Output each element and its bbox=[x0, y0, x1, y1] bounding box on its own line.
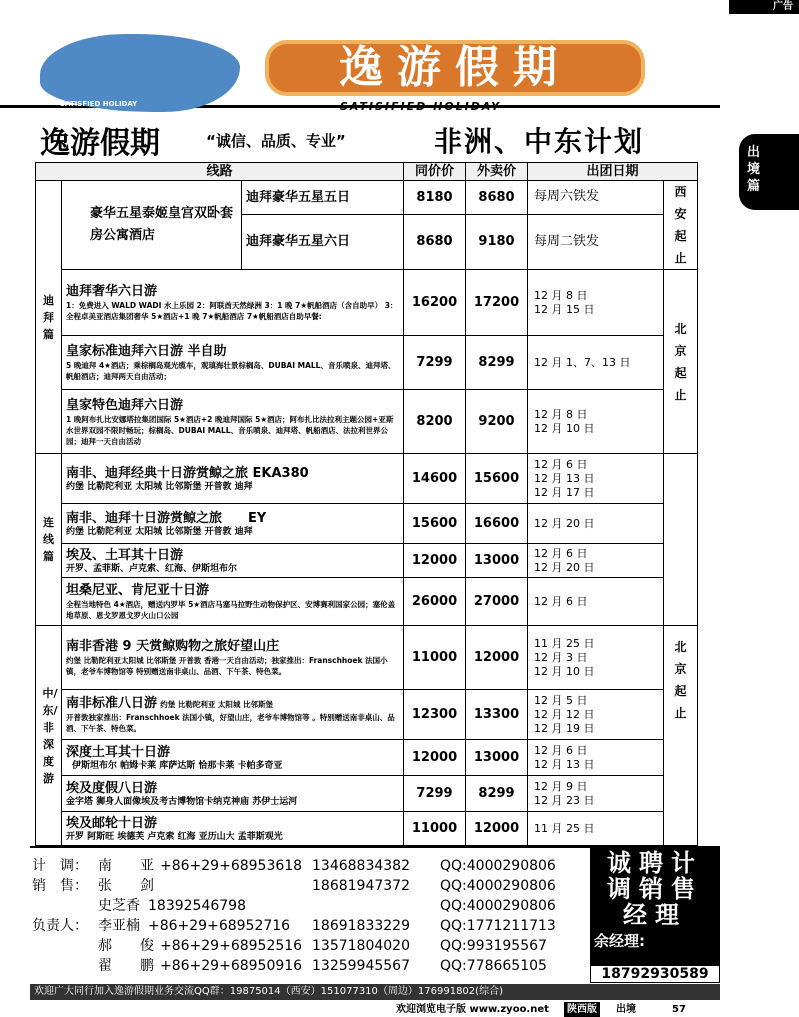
recruit-title: 诚聘计调销售经理 bbox=[607, 849, 703, 929]
route-cell bbox=[62, 504, 404, 544]
route-name: 南非、迪拜十日游赏鲸之旅 EY bbox=[66, 510, 267, 526]
beijing-origin-2 bbox=[664, 626, 698, 846]
contact-qq: QQ:1771211713 bbox=[440, 918, 556, 934]
departure-date: 12 月 6 日 bbox=[528, 578, 664, 626]
route-detail: 1：免费进入 WALD WADI 水上乐园 2：阿联酋天然绿洲 3：1 晚 7★帆船酒店（含自助早） 3：全程卓美亚酒店集团奢华 5★酒店+1 晚 7★帆船酒店 7★帆船酒店自助早餐: bbox=[66, 301, 398, 321]
contact-name: 史芝香 bbox=[98, 898, 140, 914]
route-detail: 1 晚阿布扎比安娜塔拉集团国际 5★酒店+2 晚迪拜国际 5★酒店；阿布扎比法拉利主题公园+亚斯水世界双园不限时畅玩；棕榈岛、DUBAI MALL、音乐喷泉、迪拜塔、帆船酒店、法拉利世界公园；迪拜一天自由活动 bbox=[66, 414, 394, 446]
trade-price: 7299 bbox=[404, 336, 466, 390]
title-bar bbox=[30, 116, 720, 160]
table-row bbox=[36, 270, 698, 336]
website-promo: 欢迎浏览电子版 www.zyoo.net bbox=[396, 1004, 549, 1015]
trade-price: 12300 bbox=[404, 690, 466, 740]
contact-role: 负责人： bbox=[32, 918, 88, 934]
xian-origin bbox=[664, 181, 698, 270]
company-logo bbox=[40, 34, 240, 112]
retail-price: 9200 bbox=[466, 390, 528, 454]
category-dubai bbox=[36, 181, 62, 454]
departure-date: 12 月 6 日 12 月 20 日 bbox=[528, 544, 664, 578]
header-banner bbox=[0, 14, 720, 113]
table-row bbox=[36, 812, 698, 846]
trade-price: 8200 bbox=[404, 390, 466, 454]
departure-date: 每周六铁发 bbox=[528, 181, 664, 215]
contact-mobile: 13571804020 bbox=[312, 938, 410, 954]
trade-price: 12000 bbox=[404, 544, 466, 578]
route-name: 皇家特色迪拜六日游 bbox=[66, 397, 184, 413]
table-row bbox=[36, 544, 698, 578]
trade-price: 16200 bbox=[404, 270, 466, 336]
retail-price: 13000 bbox=[466, 544, 528, 578]
trade-price: 8680 bbox=[404, 214, 466, 269]
route-detail: 约堡 比勒陀利亚 太阳城 比邻斯堡 开普敦 迪拜 bbox=[66, 481, 253, 492]
route-name: 迪拜豪华五星五日 bbox=[242, 181, 404, 215]
origin-label: 西安起止 bbox=[674, 185, 687, 265]
recruit-phone: 18792930589 bbox=[590, 965, 720, 983]
departure-date: 12 月 6 日 12 月 13 日 bbox=[528, 740, 664, 776]
route-name: 坦桑尼亚、肯尼亚十日游 bbox=[66, 583, 210, 598]
contact-role: 销 售： bbox=[32, 878, 88, 894]
section-label: 出境 bbox=[616, 1004, 636, 1015]
contact-qq: QQ:4000290806 bbox=[440, 878, 556, 894]
route-name: 南非、迪拜经典十日游赏鲸之旅 EKA380 bbox=[66, 465, 309, 481]
table-row bbox=[36, 690, 698, 740]
trade-price: 8180 bbox=[404, 181, 466, 215]
hotel-cell: 豪华五星泰姬皇宫双卧套房公寓酒店 bbox=[62, 181, 242, 270]
category-link bbox=[36, 454, 62, 626]
contact-phone: +86+29+68952716 bbox=[148, 918, 291, 934]
contact-name: 张 剑 bbox=[98, 878, 154, 894]
recruit-manager: 余经理: bbox=[594, 932, 645, 950]
contact-qq: QQ:778665105 bbox=[440, 958, 547, 974]
table-row bbox=[36, 181, 698, 215]
trade-price: 11000 bbox=[404, 626, 466, 690]
table-row bbox=[36, 626, 698, 690]
departure-date: 12 月 1、7、13 日 bbox=[528, 336, 664, 390]
route-detail: 约堡 比勒陀利亚 太阳城 比邻斯堡 开普敦 迪拜 bbox=[66, 526, 253, 537]
contact-name: 翟 鹏 bbox=[98, 958, 154, 974]
departure-date: 12 月 9 日 12 月 23 日 bbox=[528, 776, 664, 812]
contact-phone: +86+29+68950916 bbox=[160, 958, 303, 974]
origin-blank bbox=[664, 454, 698, 626]
contact-role: 计 调： bbox=[32, 858, 88, 874]
route-cell bbox=[62, 740, 404, 776]
route-name: 皇家标准迪拜六日游 半自助 bbox=[66, 344, 227, 359]
retail-price: 9180 bbox=[466, 214, 528, 269]
departure-date: 11 月 25 日 12 月 3 日 12 月 10 日 bbox=[528, 626, 664, 690]
qq-group-bar: 欢迎广大同行加入逸游假期业务交流QQ群：19875014（西安）151077310（周边）176991802(综合) bbox=[30, 984, 720, 1000]
route-detail: 开罗、孟菲斯、卢克索、红海、伊斯坦布尔 bbox=[66, 563, 238, 574]
contact-mobile: 13259945567 bbox=[312, 958, 410, 974]
beijing-origin-1 bbox=[664, 270, 698, 454]
retail-price: 27000 bbox=[466, 578, 528, 626]
table-header bbox=[36, 163, 698, 181]
route-detail: 伊斯坦布尔 帕姆卡莱 库萨达斯 恰那卡莱 卡帕多奇亚 bbox=[72, 760, 283, 771]
trade-price: 11000 bbox=[404, 812, 466, 846]
contact-mobile: 18681947372 bbox=[312, 878, 410, 894]
table-row bbox=[36, 454, 698, 504]
header-departure: 出团日期 bbox=[528, 163, 698, 181]
route-cell bbox=[62, 336, 404, 390]
table-row bbox=[36, 776, 698, 812]
table-row bbox=[36, 504, 698, 544]
route-detail: 开罗 阿斯旺 埃德芙 卢克索 红海 亚历山大 孟菲斯观光 bbox=[66, 831, 283, 842]
category-label: 连线篇 bbox=[43, 516, 54, 563]
route-cell bbox=[62, 390, 404, 454]
retail-price: 12000 bbox=[466, 812, 528, 846]
header-trade-price: 同价价 bbox=[404, 163, 466, 181]
route-detail: 约堡 比勒陀利亚太阳城 比邻斯堡 开普敦 香港一天自由活动；独家推出：Franschhoek 法国小镇，老爷车博物馆等 特别赠送南非桌山、品酒、下午茶、特色菜。 bbox=[66, 656, 388, 676]
header-retail-price: 外卖价 bbox=[466, 163, 528, 181]
company-name: 逸游假期 bbox=[40, 126, 160, 161]
route-name: 南非香港 9 天赏鲸购物之旅好望山庄 bbox=[66, 639, 280, 654]
contact-phone: +86+29+68952516 bbox=[160, 938, 303, 954]
trade-price: 26000 bbox=[404, 578, 466, 626]
contact-mobile: 13468834382 bbox=[312, 858, 410, 874]
route-name: 埃及、土耳其十日游 bbox=[66, 547, 184, 563]
category-label: 迪拜篇 bbox=[43, 293, 54, 341]
plan-title: 非洲、中东计划 bbox=[434, 125, 645, 158]
slogan: “诚信、品质、专业” bbox=[206, 132, 346, 150]
contact-mobile: 18691833229 bbox=[312, 918, 410, 934]
origin-label: 北京起止 bbox=[674, 321, 687, 402]
route-name: 埃及邮轮十日游 bbox=[66, 815, 158, 831]
table-row bbox=[36, 578, 698, 626]
retail-price: 8680 bbox=[466, 181, 528, 215]
departure-date: 12 月 20 日 bbox=[528, 504, 664, 544]
contact-phone: 18392546798 bbox=[148, 898, 246, 914]
route-cell bbox=[62, 578, 404, 626]
logo-small-text: SATISFIED HOLIDAY bbox=[60, 100, 138, 108]
route-name: 迪拜豪华五星六日 bbox=[242, 214, 404, 269]
route-detail: 全程当地特色 4★酒店，赠送内罗毕 5★酒店马塞马拉野生动物保护区、安博赛利国家公园；塞伦盖地草原、恩戈罗恩戈罗火山口公园 bbox=[66, 600, 396, 620]
retail-price: 15600 bbox=[466, 454, 528, 504]
route-name: 深度土耳其十日游 bbox=[66, 744, 171, 760]
region-badge: 陕西版 bbox=[564, 1002, 600, 1017]
retail-price: 16600 bbox=[466, 504, 528, 544]
tour-table bbox=[35, 162, 698, 846]
route-detail: 开普敦独家推出：Franschhoek 法国小镇，好望山庄，老爷车博物馆等 。特别赠送南非桌山、品酒、下午茶、特色菜。 bbox=[66, 713, 395, 733]
trade-price: 12000 bbox=[404, 740, 466, 776]
route-name: 迪拜奢华六日游 bbox=[66, 284, 158, 299]
retail-price: 8299 bbox=[466, 336, 528, 390]
contact-qq: QQ:993195567 bbox=[440, 938, 547, 954]
contact-qq: QQ:4000290806 bbox=[440, 858, 556, 874]
header-route: 线路 bbox=[36, 163, 404, 181]
side-tab-label: 出境篇 bbox=[747, 145, 761, 194]
route-cell bbox=[62, 812, 404, 846]
contact-qq: QQ:4000290806 bbox=[440, 898, 556, 914]
retail-price: 17200 bbox=[466, 270, 528, 336]
route-name: 埃及度假八日游 bbox=[66, 780, 158, 796]
retail-price: 13300 bbox=[466, 690, 528, 740]
contact-name: 郝 俊 bbox=[98, 938, 154, 954]
brand-subtitle: SATISIFIED HOLIDAY bbox=[340, 100, 502, 113]
trade-price: 15600 bbox=[404, 504, 466, 544]
contact-name: 李亚楠 bbox=[98, 918, 140, 934]
route-detail: 金字塔 狮身人面像埃及考古博物馆卡纳克神庙 苏伊士运河 bbox=[66, 796, 298, 807]
ad-label: 广告 bbox=[729, 0, 799, 14]
category-label: 中/东/非深度游 bbox=[42, 686, 58, 785]
route-cell bbox=[62, 776, 404, 812]
page-footer bbox=[390, 1002, 790, 1017]
contact-phone: +86+29+68953618 bbox=[160, 858, 303, 874]
retail-price: 13000 bbox=[466, 740, 528, 776]
departure-date: 12 月 8 日 12 月 15 日 bbox=[528, 270, 664, 336]
table-row bbox=[36, 336, 698, 390]
route-cell bbox=[62, 626, 404, 690]
route-cell bbox=[62, 690, 404, 740]
route-cell bbox=[62, 270, 404, 336]
departure-date: 12 月 6 日 12 月 13 日 12 月 17 日 bbox=[528, 454, 664, 504]
category-middle-east bbox=[36, 626, 62, 846]
brand-name: 逸游假期 bbox=[265, 40, 645, 96]
origin-label: 北京起止 bbox=[674, 640, 687, 720]
side-tab bbox=[739, 134, 799, 210]
departure-date: 12 月 5 日 12 月 12 日 12 月 19 日 bbox=[528, 690, 664, 740]
page-number: 57 bbox=[672, 1004, 686, 1015]
recruit-box bbox=[590, 846, 720, 983]
contact-name: 南 亚 bbox=[98, 858, 154, 874]
retail-price: 12000 bbox=[466, 626, 528, 690]
departure-date: 12 月 8 日 12 月 10 日 bbox=[528, 390, 664, 454]
route-detail: 5 晚迪拜 4★酒店；乘棕榈岛观光缆车，观瑱海壮景棕榈岛、DUBAI MALL、音乐喷泉、迪拜塔、帆船酒店；迪拜两天自由活动； bbox=[66, 361, 396, 381]
route-detail-head: 约堡 比勒陀利亚 太阳城 比邻斯堡 bbox=[160, 700, 274, 709]
route-cell bbox=[62, 454, 404, 504]
trade-price: 7299 bbox=[404, 776, 466, 812]
route-name: 南非标准八日游 bbox=[66, 696, 158, 711]
table-row bbox=[36, 390, 698, 454]
retail-price: 8299 bbox=[466, 776, 528, 812]
departure-date: 11 月 25 日 bbox=[528, 812, 664, 846]
route-cell bbox=[62, 544, 404, 578]
trade-price: 14600 bbox=[404, 454, 466, 504]
departure-date: 每周二铁发 bbox=[528, 214, 664, 269]
table-row bbox=[36, 740, 698, 776]
